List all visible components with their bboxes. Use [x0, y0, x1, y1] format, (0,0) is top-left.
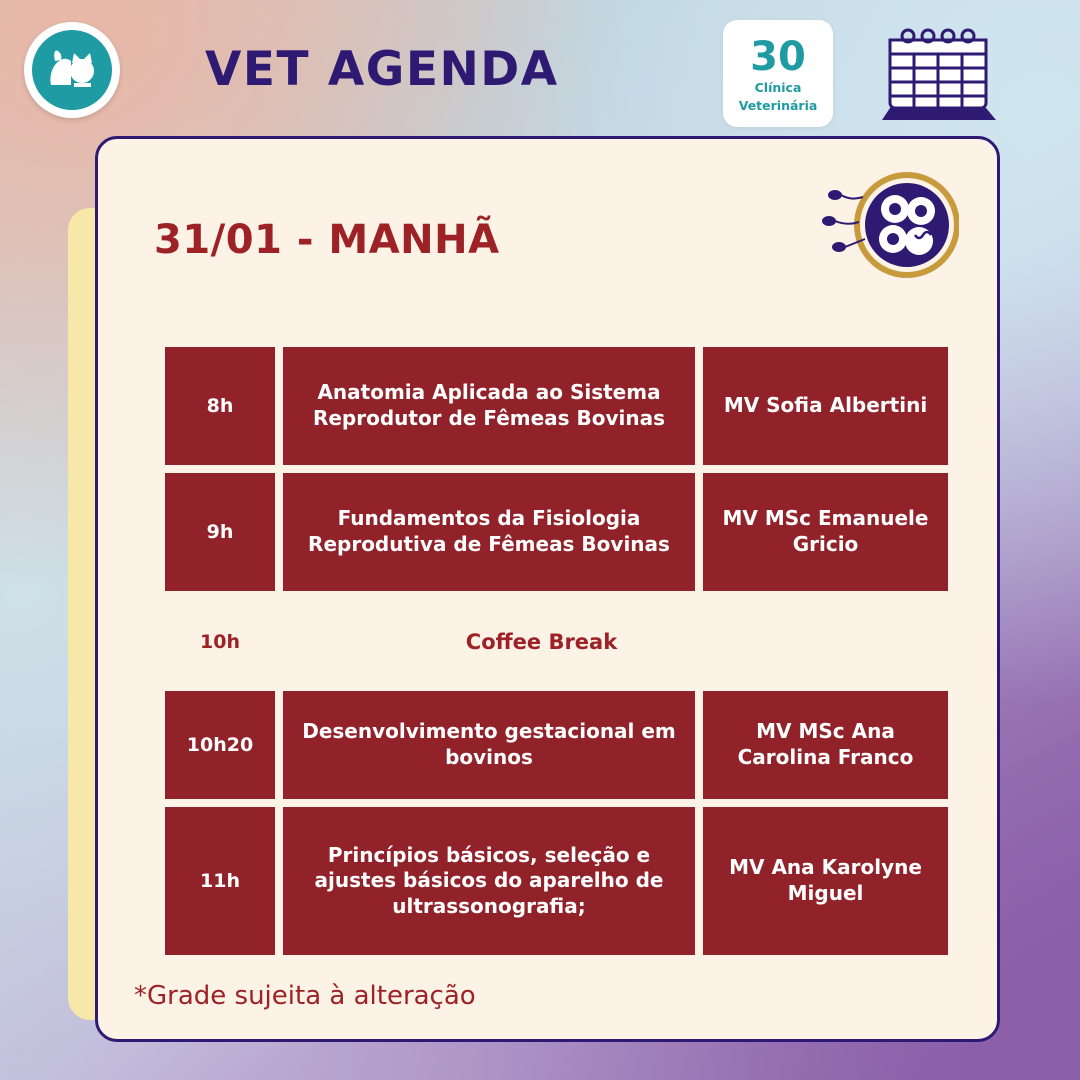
session-topic: Anatomia Aplicada ao Sistema Reprodutor de Fêmeas Bovinas: [283, 347, 695, 465]
table-row: [165, 807, 948, 955]
session-speaker: MV MSc Emanuele Gricio: [703, 473, 948, 591]
agenda-card: [95, 136, 1000, 1042]
break-time: 10h: [200, 631, 240, 653]
session-speaker: MV Sofia Albertini: [703, 347, 948, 465]
session-time: 8h: [165, 347, 275, 465]
page-title: VET AGENDA: [205, 42, 559, 97]
calendar-icon: [878, 22, 1000, 126]
break-label: Coffee Break: [465, 630, 618, 654]
clinic-logo: [723, 20, 833, 127]
session-time: 11h: [165, 807, 275, 955]
section-title: 31/01 - MANHÃ: [154, 217, 500, 263]
clinic-name-line1: Clínica: [754, 79, 802, 95]
session-time: 9h: [165, 473, 275, 591]
clinic-anniversary-number: 30: [750, 33, 806, 80]
dog-and-cat-logo: [24, 22, 120, 118]
session-speaker: MV Ana Karolyne Miguel: [703, 807, 948, 955]
session-topic: Fundamentos da Fisiologia Reprodutiva de Fêmeas Bovinas: [283, 473, 695, 591]
footnote: *Grade sujeita à alteração: [134, 981, 476, 1011]
break-row: [165, 599, 948, 685]
table-row: [165, 347, 948, 465]
session-time: 10h20: [165, 691, 275, 799]
clinic-name-line2: Veterinária: [738, 97, 818, 113]
session-topic: Princípios básicos, seleção e ajustes básicos do aparelho de ultrassonografia;: [283, 807, 695, 955]
embryo-fertilization-icon: [819, 165, 959, 290]
table-row: [165, 691, 948, 799]
schedule-table: [165, 347, 948, 963]
logo-circle: [32, 30, 112, 110]
table-row: [165, 473, 948, 591]
dog-and-cat-icon: [41, 45, 103, 95]
session-speaker: MV MSc Ana Carolina Franco: [703, 691, 948, 799]
session-topic: Desenvolvimento gestacional em bovinos: [283, 691, 695, 799]
